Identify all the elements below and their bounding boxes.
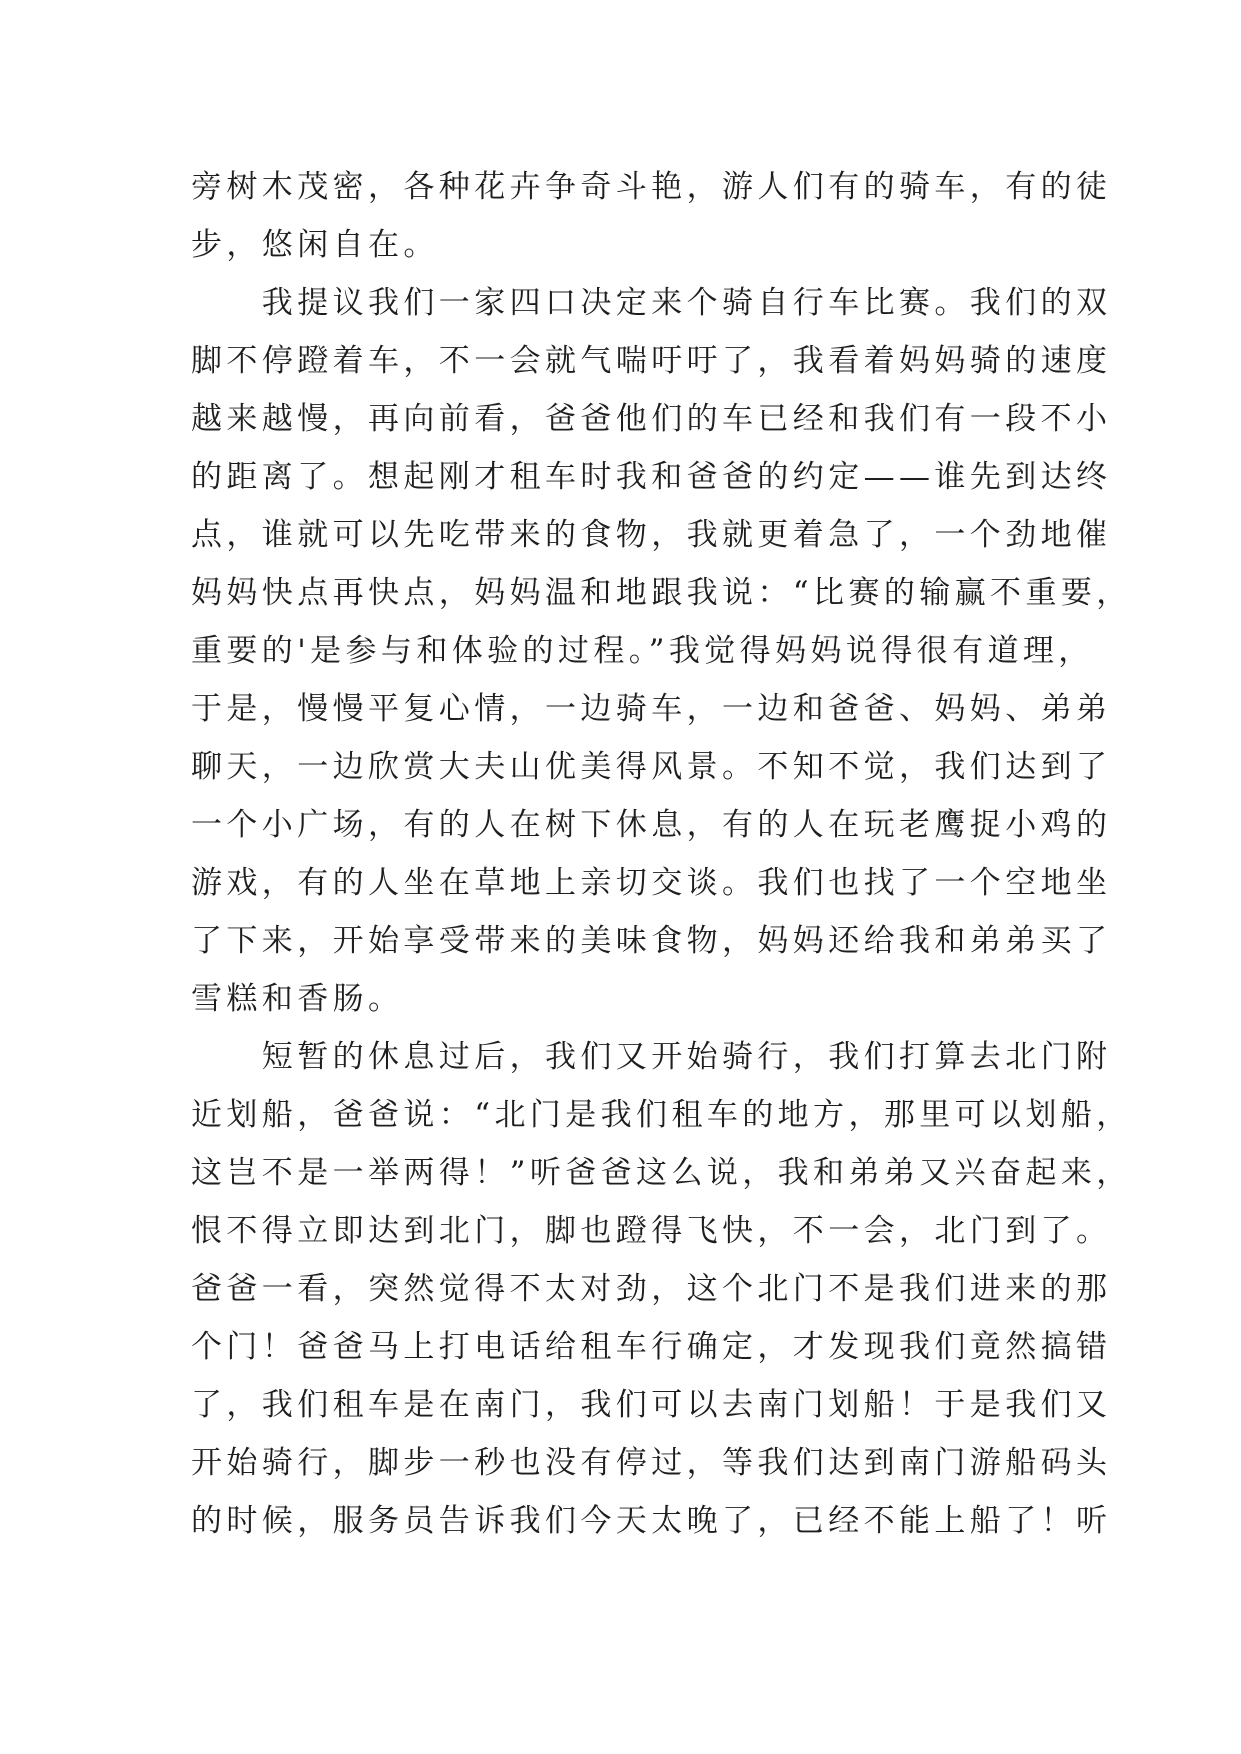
text-line: 这岂不是一举两得！”听爸爸这么说，我和弟弟又兴奋起来，	[191, 1155, 1132, 1191]
text-line: 恨不得立即达到北门，脚也蹬得飞快，不一会，北门到了。	[191, 1213, 1112, 1249]
text-line: 妈妈快点再快点，妈妈温和地跟我说：“比赛的输赢不重要，	[191, 575, 1132, 611]
text-line: 的距离了。想起刚才租车时我和爸爸的约定——谁先到达终	[191, 459, 1112, 495]
text-line: 了，我们租车是在南门，我们可以去南门划船！于是我们又	[191, 1387, 1112, 1423]
text-line: 近划船，爸爸说：“北门是我们租车的地方，那里可以划船，	[191, 1097, 1132, 1133]
text-line: 的时候，服务员告诉我们今天太晚了，已经不能上船了！听	[191, 1503, 1112, 1539]
text-line: 重要的'是参与和体验的过程。”我觉得妈妈说得很有道理，	[191, 633, 1094, 669]
text-line: 一个小广场，有的人在树下休息，有的人在玩老鹰捉小鸡的	[191, 807, 1112, 843]
text-line: 聊天，一边欣赏大夫山优美得风景。不知不觉，我们达到了	[191, 749, 1112, 785]
text-line: 游戏，有的人坐在草地上亲切交谈。我们也找了一个空地坐	[191, 865, 1112, 901]
text-line: 点，谁就可以先吃带来的食物，我就更着急了，一个劲地催	[191, 517, 1112, 553]
text-line: 爸爸一看，突然觉得不太对劲，这个北门不是我们进来的那	[191, 1271, 1112, 1307]
text-line: 越来越慢，再向前看，爸爸他们的车已经和我们有一段不小	[191, 401, 1112, 437]
text-line: 开始骑行，脚步一秒也没有停过，等我们达到南门游船码头	[191, 1445, 1112, 1481]
body-text	[191, 158, 1132, 1550]
text-line: 我提议我们一家四口决定来个骑自行车比赛。我们的双	[191, 285, 1112, 321]
text-line: 雪糕和香肠。	[191, 981, 404, 1017]
text-line: 脚不停蹬着车，不一会就气喘吁吁了，我看着妈妈骑的速度	[191, 343, 1112, 379]
text-line: 个门！爸爸马上打电话给租车行确定，才发现我们竟然搞错	[191, 1329, 1112, 1365]
text-line: 步，悠闲自在。	[191, 227, 439, 263]
text-line: 短暂的休息过后，我们又开始骑行，我们打算去北门附	[191, 1039, 1112, 1075]
text-line: 于是，慢慢平复心情，一边骑车，一边和爸爸、妈妈、弟弟	[191, 691, 1112, 727]
text-line: 旁树木茂密，各种花卉争奇斗艳，游人们有的骑车，有的徒	[191, 169, 1112, 205]
text-line: 了下来，开始享受带来的美味食物，妈妈还给我和弟弟买了	[191, 923, 1112, 959]
